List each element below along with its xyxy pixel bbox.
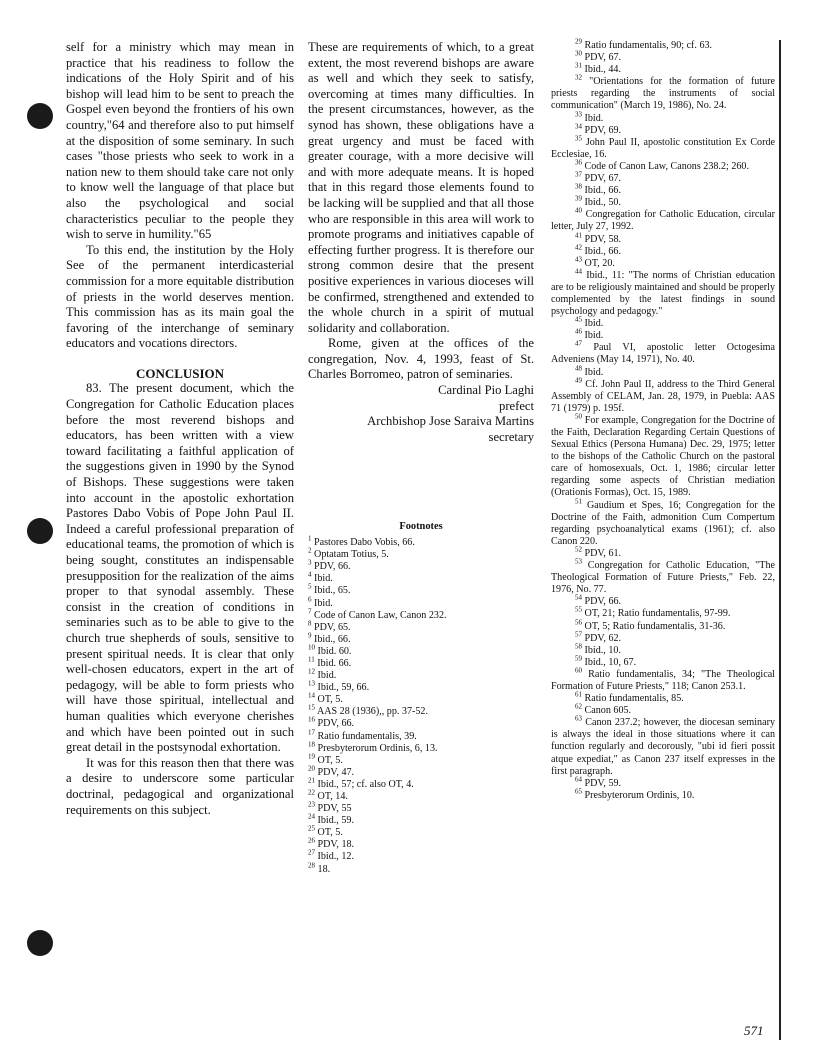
footnote-text: Ratio fundamentalis, 90; cf. 63. xyxy=(582,40,713,51)
footnote-18 xyxy=(308,740,534,755)
footnote-23 xyxy=(308,800,534,815)
footnote-21 xyxy=(308,776,534,791)
footnote-22 xyxy=(308,788,534,803)
footnote-number: 31 xyxy=(575,61,582,70)
footnote-text: OT, 5. xyxy=(315,694,343,706)
footnote-text: Congregation for Catholic Education, "The Theological Formation of Future Priests," Feb. 22, 1976, No. 77. xyxy=(551,560,775,596)
footnote-text: Ibid. 60. xyxy=(315,645,352,657)
footnote-26 xyxy=(308,839,534,851)
footnote-text: Ibid. xyxy=(311,597,333,609)
footnote-36 xyxy=(551,158,775,173)
footnote-text: PDV, 18. xyxy=(315,839,355,851)
footnote-number: 42 xyxy=(575,243,582,252)
footnote-text: PDV, 66. xyxy=(315,718,355,730)
footnote-number: 7 xyxy=(308,607,312,616)
footnote-text: Ratio fundamentalis, 85. xyxy=(582,693,684,705)
footnote-40 xyxy=(551,206,775,233)
footnote-13 xyxy=(308,679,534,694)
footnote-number: 16 xyxy=(308,716,315,725)
footnote-47 xyxy=(551,339,775,366)
footnote-12 xyxy=(308,667,534,682)
footnote-number: 37 xyxy=(575,170,582,179)
footnote-number: 21 xyxy=(308,776,315,785)
paragraph-rome-dateline: Rome, given at the offices of the congregation, Nov. 4, 1993, feast of St. Charles Borromeo, patron of seminaries. xyxy=(308,336,534,382)
footnote-number: 18 xyxy=(308,740,315,749)
footnote-34 xyxy=(551,122,775,137)
footnote-39 xyxy=(551,194,775,209)
section-heading-conclusion: CONCLUSION xyxy=(135,365,225,381)
footnote-number: 54 xyxy=(575,593,582,602)
footnote-2 xyxy=(308,546,534,561)
footnote-65 xyxy=(551,787,775,802)
footnote-text: PDV, 47. xyxy=(315,766,355,778)
footnote-number: 14 xyxy=(308,691,315,700)
footnote-text: 18. xyxy=(315,863,331,875)
footnote-38 xyxy=(551,182,775,197)
footnote-53 xyxy=(551,557,775,596)
footnote-text: Ibid., 10. xyxy=(582,644,621,656)
footnote-29 xyxy=(551,37,775,52)
footnote-4 xyxy=(308,570,534,585)
footnote-28 xyxy=(308,861,534,876)
footnote-number: 58 xyxy=(575,642,582,651)
footnote-text: AAS 28 (1936),, pp. 37-52. xyxy=(315,706,428,718)
column-right xyxy=(551,37,775,802)
footnote-number: 44 xyxy=(575,267,582,276)
footnote-number: 3 xyxy=(308,558,312,567)
footnote-text: "Orientations for the formation of future priests regarding the instruments of social communication" (March 19, 1986), No. 24. xyxy=(551,76,775,112)
footnote-48 xyxy=(551,364,775,379)
right-margin-rule xyxy=(779,40,781,1040)
footnote-number: 39 xyxy=(575,194,582,203)
footnote-text: OT, 21; Ratio fundamentalis, 97-99. xyxy=(582,608,731,620)
footnote-44 xyxy=(551,267,775,318)
footnote-text: Ibid., 12. xyxy=(315,851,354,863)
footnote-number: 63 xyxy=(575,714,582,723)
footnote-30 xyxy=(551,49,775,64)
footnote-text: PDV, 62. xyxy=(582,632,622,644)
footnote-text: Ibid., 65. xyxy=(311,585,351,597)
footnote-text: Ratio fundamentalis, 39. xyxy=(315,730,417,742)
footnote-number: 53 xyxy=(575,557,582,566)
footnote-number: 59 xyxy=(575,654,582,663)
footnote-text: Ibid., 44. xyxy=(582,64,621,76)
footnote-number: 12 xyxy=(308,667,315,676)
footnote-text: Canon 605. xyxy=(582,705,632,717)
signature-name-2: Archbishop Jose Saraiva Martins xyxy=(367,414,534,429)
footnote-6 xyxy=(308,595,534,610)
footnote-text: Cf. John Paul II, address to the Third General Assembly of CELAM, Jan. 28, 1979, in Puebla: AAS 71 (1979) p. 195f. xyxy=(551,378,775,414)
footnote-text: PDV, 66. xyxy=(582,596,622,608)
footnote-number: 61 xyxy=(575,690,582,699)
footnote-19 xyxy=(308,752,534,767)
footnote-31 xyxy=(551,61,775,76)
punch-hole-top xyxy=(27,103,53,129)
footnote-58 xyxy=(551,642,775,657)
footnote-64 xyxy=(551,775,775,790)
footnote-text: OT, 14. xyxy=(315,791,348,802)
footnote-10 xyxy=(308,643,534,658)
footnote-17 xyxy=(308,728,534,743)
footnote-7 xyxy=(308,607,534,622)
footnote-text: Ibid., 59. xyxy=(315,815,354,827)
footnote-14 xyxy=(308,691,534,706)
footnote-text: Congregation for Catholic Education, circular letter, July 27, 1992. xyxy=(551,209,775,233)
footnote-number: 25 xyxy=(308,824,315,833)
footnote-33 xyxy=(551,110,775,125)
footnote-number: 11 xyxy=(308,655,315,664)
paragraph-commission: To this end, the institution by the Holy See of the permanent interdicasterial commission for a more equitable distribution of priests in the world deserves mention. This commission has as its main goal the favoring of the interchange of seminary educators and vocations directors. xyxy=(66,242,294,351)
punch-hole-middle xyxy=(27,518,53,544)
footnote-number: 1 xyxy=(308,534,312,543)
footnote-text: Ibid., 66. xyxy=(582,245,621,257)
footnote-number: 4 xyxy=(308,570,312,579)
footnote-list-right xyxy=(551,37,775,802)
footnote-51 xyxy=(551,497,775,548)
footnote-25 xyxy=(308,824,534,839)
footnote-number: 56 xyxy=(575,618,582,627)
footnote-text: PDV, 58. xyxy=(582,233,622,245)
footnote-text: PDV, 67. xyxy=(582,52,622,64)
footnote-number: 60 xyxy=(575,666,582,675)
footnote-number: 30 xyxy=(575,49,582,58)
footnote-text: Ibid. xyxy=(582,318,604,330)
paragraph-continued: self for a ministry which may mean in practice that his readiness to follow the indications of the Holy Spirit and of his bishop will lead him to be sent to preach the Gospel even beyond the frontiers of his own country,"64 and therefore also to put himself at the disposition of some seminary. In such cases "those priests who seek to work in a nation new to them should take care not only to know well the language of that place but also the psychological and social characteristics peculiar to the people they wish to serve in humility."65 xyxy=(66,40,294,242)
footnote-number: 26 xyxy=(308,837,315,846)
footnote-text: Code of Canon Law, Canons 238.2; 260. xyxy=(582,160,749,172)
footnote-text: PDV, 65. xyxy=(311,621,351,633)
footnote-text: Canon 237.2; however, the diocesan seminary is always the ideal in those situations where it can function regularly and decorously, "ubi id fieri possit atque expediat," as Canon 237 itself expresses in the first paragraph. xyxy=(551,717,775,777)
footnote-59 xyxy=(551,654,775,669)
footnote-number: 33 xyxy=(575,110,582,119)
footnote-number: 51 xyxy=(575,497,582,506)
signature-title-1: prefect xyxy=(499,398,534,413)
footnote-number: 49 xyxy=(575,376,582,385)
footnote-55 xyxy=(551,608,775,620)
footnote-35 xyxy=(551,134,775,161)
footnote-text: Ibid. xyxy=(582,112,604,124)
footnote-62 xyxy=(551,702,775,717)
footnote-1 xyxy=(308,534,534,549)
footnote-text: Ibid., 59, 66. xyxy=(315,682,370,694)
footnote-number: 36 xyxy=(575,158,582,167)
footnote-number: 48 xyxy=(575,364,582,373)
footnote-number: 52 xyxy=(575,545,582,554)
footnote-number: 29 xyxy=(575,37,582,46)
column-left xyxy=(66,40,294,818)
footnote-number: 27 xyxy=(308,849,315,858)
footnote-60 xyxy=(551,666,775,693)
footnote-50 xyxy=(551,412,775,500)
footnote-text: PDV, 59. xyxy=(582,777,622,789)
footnote-text: Ibid., 11: "The norms of Christian education are to be religiously maintained and should be properly complemented by the latest findings in sound psychology and pedagogy." xyxy=(551,269,775,318)
footnote-20 xyxy=(308,764,534,779)
footnote-text: Paul VI, apostolic letter Octogesima Adveniens (May 14, 1971), No. 40. xyxy=(551,342,775,366)
footnote-49 xyxy=(551,376,775,415)
footnote-5 xyxy=(308,585,534,597)
footnote-text: Ibid., 66. xyxy=(311,633,351,645)
footnote-number: 41 xyxy=(575,231,582,240)
footnote-number: 43 xyxy=(575,255,582,264)
footnote-16 xyxy=(308,718,534,730)
footnote-text: Ibid., 10, 67. xyxy=(582,656,637,668)
footnote-57 xyxy=(551,630,775,645)
footnote-number: 5 xyxy=(308,583,312,592)
footnote-text: Ibid., 50. xyxy=(582,197,621,209)
footnote-number: 10 xyxy=(308,643,315,652)
footnote-41 xyxy=(551,231,775,246)
footnote-text: Ibid. xyxy=(311,573,333,585)
footnote-number: 2 xyxy=(308,546,312,555)
footnote-number: 32 xyxy=(575,73,582,82)
page-number: 571 xyxy=(744,1023,764,1038)
footnote-42 xyxy=(551,243,775,258)
footnote-46 xyxy=(551,327,775,342)
footnote-text: Ibid., 57; cf. also OT, 4. xyxy=(315,778,414,790)
footnote-3 xyxy=(308,558,534,573)
footnote-number: 46 xyxy=(575,327,582,336)
footnote-number: 55 xyxy=(575,606,582,615)
paragraph-reason: It was for this reason then that there was a desire to underscore some particular doctrinal, pedagogical and organizational requirements on this subject. xyxy=(66,755,294,817)
footnote-number: 35 xyxy=(575,134,582,143)
footnote-number: 6 xyxy=(308,595,312,604)
footnote-text: For example, Congregation for the Doctrine of the Faith, Declaration Regarding Certain Questions of Sexual Ethics (Persona Humana) Dec. 29, 1975; letter to the bishops of the Catholic Church on the pastoral care of homosexuals, Oct. 1, 1986; circular letter regarding some aspects of Christian mediation (Orationis Formas), Oct. 15, 1989. xyxy=(551,414,775,499)
footnote-number: 62 xyxy=(575,702,582,711)
footnote-number: 20 xyxy=(308,764,315,773)
footnote-8 xyxy=(308,619,534,634)
footnote-number: 57 xyxy=(575,630,582,639)
footnote-text: Ratio fundamentalis, 34; "The Theological Formation of Future Priests," 118; Canon 253.1. xyxy=(551,668,775,692)
footnote-text: OT, 20. xyxy=(582,257,615,269)
footnote-32 xyxy=(551,73,775,112)
footnote-text: Optatam Totius, 5. xyxy=(311,549,389,561)
footnote-number: 13 xyxy=(308,679,315,688)
footnote-text: PDV, 66. xyxy=(311,561,351,573)
footnote-number: 24 xyxy=(308,812,315,821)
footnote-text: Ibid. xyxy=(582,366,604,378)
footnote-43 xyxy=(551,255,775,270)
footnote-number: 8 xyxy=(308,619,312,628)
column-middle xyxy=(308,40,534,876)
footnote-number: 28 xyxy=(308,861,315,870)
footnote-number: 34 xyxy=(575,122,582,131)
footnote-24 xyxy=(308,812,534,827)
footnote-text: Presbyterorum Ordinis, 10. xyxy=(582,789,695,801)
footnote-text: Code of Canon Law, Canon 232. xyxy=(311,609,447,621)
footnote-text: PDV, 69. xyxy=(582,124,622,136)
footnote-number: 22 xyxy=(308,788,315,797)
footnote-11 xyxy=(308,655,534,670)
footnote-text: PDV, 55 xyxy=(315,803,352,815)
footnote-text: PDV, 61. xyxy=(582,547,622,559)
footnote-text: PDV, 67. xyxy=(582,173,622,185)
footnote-text: Presbyterorum Ordinis, 6, 13. xyxy=(315,742,438,754)
footnote-text: OT, 5. xyxy=(315,827,343,839)
footnote-text: Ibid. 66. xyxy=(314,657,352,669)
punch-hole-bottom xyxy=(27,930,53,956)
footnote-54 xyxy=(551,593,775,608)
footnote-number: 50 xyxy=(575,412,582,421)
footnote-number: 64 xyxy=(575,775,582,784)
footnote-15 xyxy=(308,703,534,718)
footnote-text: Ibid. xyxy=(582,330,604,342)
footnote-61 xyxy=(551,690,775,705)
paragraph-requirements: These are requirements of which, to a great extent, the most reverend bishops are aware as well and which they seek to satisfy, overcoming at times many difficulties. In the present circumstances, however, as the synod has shown, these obligations have a great urgency and must be faced with greater courage, with a more decisive will and with more adequate means. It is hoped that in this regard those elements found to be lacking will be supplied and that all those who are responsible in this area will work to promote programs and initiatives capable of effecting further progress. It is therefore our strong common desire that the present positive experiences in various dioceses will be confirmed, strengthened and extended to the whole church in a spirit of mutual solidarity and collaboration. xyxy=(308,40,534,335)
footnote-56 xyxy=(551,618,775,633)
footnote-text: OT, 5; Ratio fundamentalis, 31-36. xyxy=(582,620,726,632)
footnote-number: 9 xyxy=(308,631,312,640)
footnote-number: 17 xyxy=(308,728,315,737)
footnote-list-middle xyxy=(308,534,534,876)
footnote-text: Pastores Dabo Vobis, 66. xyxy=(311,537,415,549)
signature-name-1: Cardinal Pio Laghi xyxy=(438,383,534,398)
footnote-37 xyxy=(551,170,775,185)
footnote-text: Ibid., 66. xyxy=(582,185,621,197)
footnote-number: 65 xyxy=(575,787,582,796)
footnote-9 xyxy=(308,631,534,646)
footnote-text: John Paul II, apostolic constitution Ex Corde Ecclesiae, 16. xyxy=(551,136,775,160)
footnote-27 xyxy=(308,851,534,863)
footnote-45 xyxy=(551,315,775,330)
footnote-number: 40 xyxy=(575,206,582,215)
footnote-number: 19 xyxy=(308,752,315,761)
footnote-text: OT, 5. xyxy=(315,754,343,766)
footnotes-title: Footnotes xyxy=(399,521,443,533)
footnote-number: 45 xyxy=(575,315,582,324)
footnote-number: 47 xyxy=(575,339,582,348)
footnote-52 xyxy=(551,545,775,560)
footnote-number: 15 xyxy=(308,703,315,712)
signature-title-2: secretary xyxy=(488,429,534,444)
footnote-text: Ibid. xyxy=(315,670,337,682)
paragraph-83: 83. The present document, which the Congregation for Catholic Education places before the most reverend bishops and educators, has been written with a view toward facilitating a faithful application of the suggestions given in 1990 by the Synod of Bishops. These suggestions were taken into account in the apostolic exhortation Pastores Dabo Vobis of Pope John Paul II. Indeed a careful professional preparation of educational teams, the promotion of which is being sought, constitutes an indispensable presupposition for the realization of the aims proper to that synodal assembly. These consist in the creation of conditions in seminaries such as to be able to give to the church true shepherds of souls, sensitive to present spiritual needs. It is clear that only well-chosen educators, expert in the art of pedagogy, will be able to form priests who will have those spiritual, intellectual and human qualities which everyone cherishes and which have been pointed out in such great detail in the postsynodal exhortation. xyxy=(66,381,294,755)
footnote-number: 23 xyxy=(308,800,315,809)
footnote-63 xyxy=(551,714,775,777)
footnote-text: Gaudium et Spes, 16; Congregation for the Doctrine of the Faith, admonition Cum Compertum regarding psychoanalytical exams (1961); cf. also Canon 220. xyxy=(551,499,775,547)
footnote-number: 38 xyxy=(575,182,582,191)
